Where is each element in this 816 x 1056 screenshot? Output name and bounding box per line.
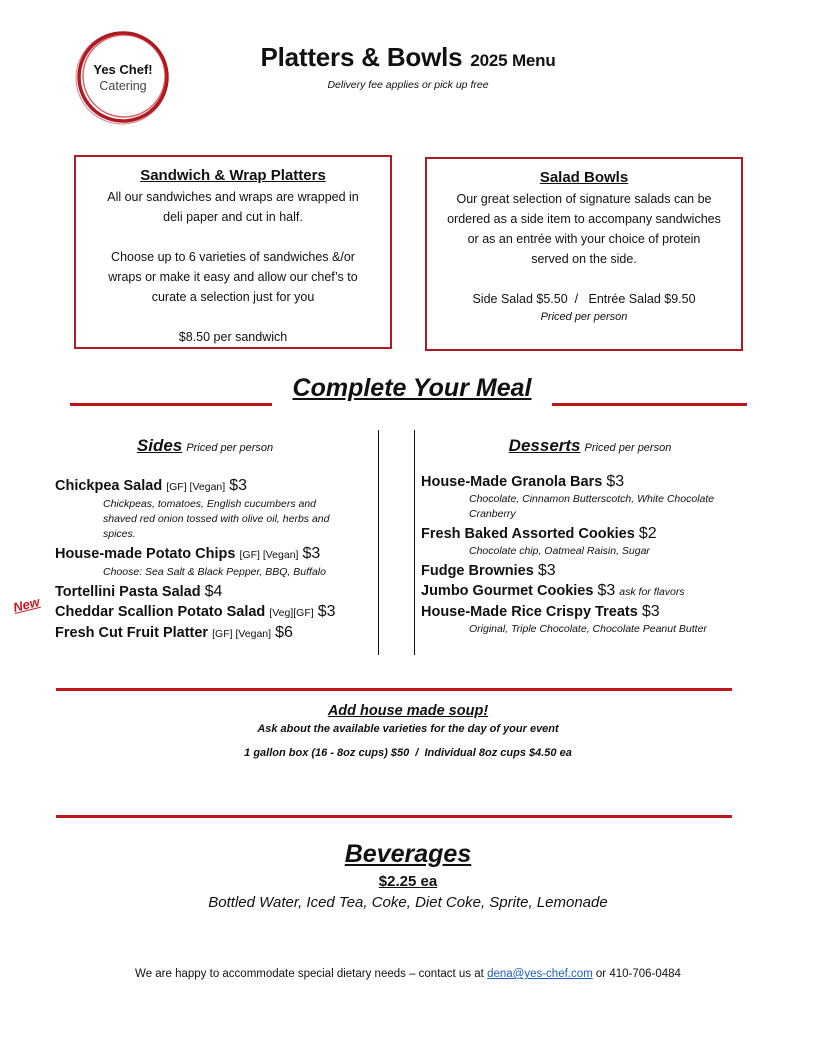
- item-name: Chickpea Salad: [55, 478, 163, 494]
- title-main: Platters & Bowls: [260, 42, 463, 72]
- item-note: Chocolate chip, Oatmeal Raisin, Sugar: [469, 545, 650, 557]
- sandwich-text: Choose up to 6 varieties of sandwiches &/or: [111, 250, 355, 264]
- beverages-price: $2.25 ea: [378, 873, 438, 890]
- list-item: [55, 544, 375, 565]
- list-item: [55, 582, 375, 602]
- salad-prices: Side Salad $5.50 / Entrée Salad $9.50: [472, 292, 696, 306]
- logo: [74, 28, 172, 126]
- column-divider: [378, 430, 379, 655]
- item-note: Choose: Sea Salt & Black Pepper, BBQ, Buffalo: [103, 566, 326, 578]
- sandwich-text: wraps or make it easy and allow our chef’s to: [108, 270, 358, 284]
- list-item: [421, 602, 766, 622]
- sandwich-price: $8.50 per sandwich: [178, 330, 288, 344]
- beverages-section: [60, 840, 756, 911]
- title-year: 2025 Menu: [470, 51, 556, 70]
- item-tags: [GF] [Vegan]: [239, 549, 299, 561]
- list-item: [55, 476, 375, 497]
- desserts-header: [420, 436, 760, 456]
- divider-right: [552, 403, 747, 406]
- footer-text: We are happy to accommodate special dietary needs – contact us at: [135, 968, 488, 980]
- list-item: [421, 561, 766, 581]
- item-note: [55, 497, 375, 544]
- soup-subtitle: Ask about the available varieties for the day of your event: [257, 723, 559, 735]
- item-name: Cheddar Scallion Potato Salad: [55, 604, 266, 620]
- item-price: $3: [597, 582, 616, 599]
- soup-section: [60, 703, 756, 759]
- item-price: $4: [204, 583, 223, 600]
- divider: [56, 815, 732, 818]
- item-price: $6: [275, 624, 293, 641]
- item-note: [421, 492, 766, 524]
- item-note: Original, Triple Chocolate, Chocolate Peanut Butter: [469, 623, 707, 635]
- item-tags: [Veg][GF]: [269, 607, 314, 619]
- item-note-line: spices.: [103, 528, 136, 540]
- sides-list: [55, 476, 375, 644]
- footer-phone: or 410-706-0484: [592, 968, 681, 980]
- item-note-line: shaved red onion tossed with olive oil, herbs and: [103, 513, 330, 525]
- item-inline-note: ask for flavors: [619, 586, 685, 598]
- email-link[interactable]: dena@yes-chef.com: [487, 968, 593, 980]
- item-name: Tortellini Pasta Salad: [55, 584, 201, 600]
- sandwich-platters-box: [74, 155, 392, 349]
- sandwich-text: curate a selection just for you: [151, 290, 315, 304]
- soup-pricing: 1 gallon box (16 - 8oz cups) $50 / Individual 8oz cups $4.50 ea: [244, 747, 572, 759]
- beverages-list: Bottled Water, Iced Tea, Coke, Diet Coke, Sprite, Lemonade: [208, 894, 608, 911]
- item-note-line: Chocolate, Cinnamon Butterscotch, White Chocolate: [469, 493, 715, 505]
- item-name: Jumbo Gourmet Cookies: [421, 583, 594, 599]
- list-item: [421, 524, 766, 544]
- item-price: $3: [317, 603, 336, 620]
- list-item: [55, 602, 375, 623]
- divider: [56, 688, 732, 691]
- desserts-list: [421, 472, 766, 639]
- beverages-heading: Beverages: [344, 840, 472, 868]
- salad-bowls-box: [425, 157, 743, 351]
- item-name: Fresh Baked Assorted Cookies: [421, 526, 635, 542]
- item-name: House-Made Rice Crispy Treats: [421, 604, 638, 620]
- sides-priced-note: Priced per person: [186, 442, 274, 454]
- item-note-line: Cranberry: [469, 508, 516, 520]
- item-price: $3: [641, 603, 660, 620]
- delivery-tagline: Delivery fee applies or pick up free: [327, 79, 489, 91]
- item-name: House-made Potato Chips: [55, 546, 236, 562]
- sandwich-heading: Sandwich & Wrap Platters: [140, 167, 326, 184]
- item-name: Fresh Cut Fruit Platter: [55, 625, 209, 641]
- item-price: $3: [229, 477, 247, 494]
- list-item: [421, 472, 766, 492]
- salad-heading: Salad Bowls: [539, 169, 629, 186]
- salad-text: or as an entrée with your choice of protein: [467, 232, 701, 246]
- desserts-heading: Desserts: [508, 436, 581, 455]
- item-tags: [GF] [Vegan]: [212, 628, 272, 640]
- logo-line2: Catering: [99, 79, 147, 93]
- salad-text: served on the side.: [531, 252, 637, 266]
- logo-ring-icon: [74, 28, 172, 126]
- item-name: House-Made Granola Bars: [421, 474, 603, 490]
- footer: [40, 968, 776, 980]
- page-title: [200, 42, 616, 73]
- sandwich-text: All our sandwiches and wraps are wrapped in: [107, 190, 359, 204]
- column-divider: [414, 430, 415, 655]
- salad-text: ordered as a side item to accompany sandwiches: [447, 212, 721, 226]
- desserts-priced-note: Priced per person: [584, 442, 672, 454]
- logo-line1: Yes Chef!: [93, 62, 153, 77]
- sides-header: [55, 436, 355, 456]
- new-badge: New: [11, 593, 42, 616]
- soup-heading: Add house made soup!: [327, 703, 489, 719]
- list-item: [421, 581, 766, 602]
- divider-left: [70, 403, 272, 406]
- item-name: Fudge Brownies: [421, 563, 534, 579]
- item-note-line: Chickpeas, tomatoes, English cucumbers and: [103, 498, 317, 510]
- header: [200, 42, 616, 91]
- item-price: $3: [537, 562, 556, 579]
- item-price: $2: [638, 525, 657, 542]
- complete-meal-title: Complete Your Meal: [292, 374, 532, 402]
- salad-note: Priced per person: [540, 311, 628, 323]
- sides-heading: Sides: [136, 436, 183, 455]
- item-price: $3: [302, 545, 321, 562]
- list-item: [55, 623, 375, 644]
- sandwich-text: deli paper and cut in half.: [163, 210, 303, 224]
- salad-text: Our great selection of signature salads can be: [456, 192, 712, 206]
- item-tags: [GF] [Vegan]: [166, 481, 226, 493]
- item-price: $3: [606, 473, 625, 490]
